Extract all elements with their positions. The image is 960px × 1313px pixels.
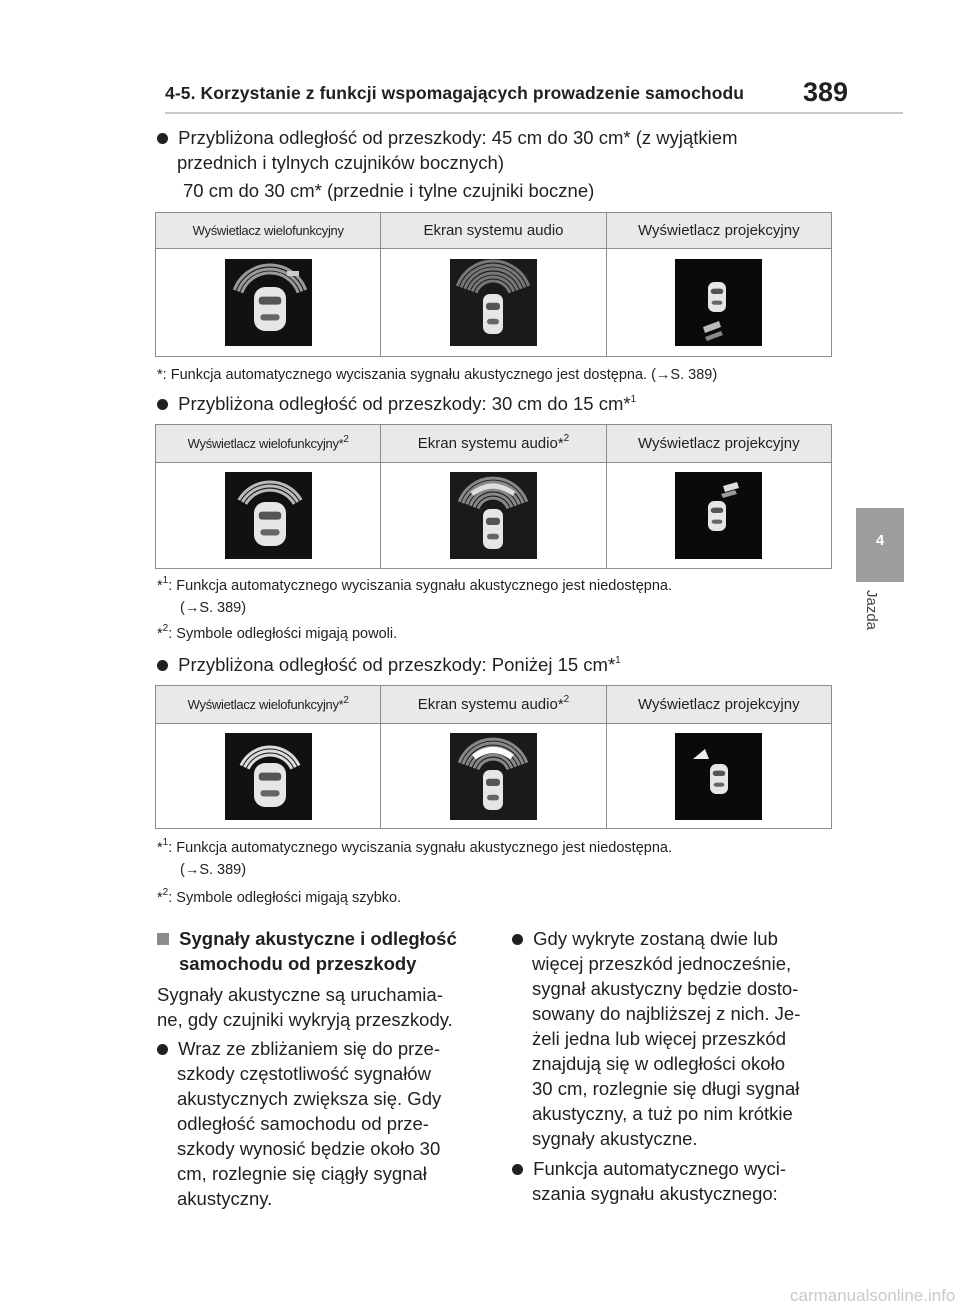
right-bullet-line: więcej przeszkód jednocześnie,	[532, 953, 792, 974]
section-heading-line2: samochodu od przeszkody	[179, 953, 417, 974]
intro-line: Sygnały akustyczne są uruchamia-	[157, 984, 443, 1005]
bullet-dot-icon	[157, 1044, 168, 1055]
block1-bullet	[157, 125, 738, 150]
table-cell	[381, 724, 606, 829]
block2-footnote1	[157, 576, 672, 596]
car-sensor-display-icon	[225, 259, 312, 346]
intro-line: ne, gdy czujniki wykryją przeszkody.	[157, 1009, 453, 1030]
right-bullet-line: Gdy wykryte zostaną dwie lub	[533, 928, 778, 949]
table-header-text: Wyświetlacz wielofunkcyjny*	[187, 697, 344, 712]
right-bullet-line: sygnały akustyczne.	[532, 1128, 698, 1149]
table-header: Wyświetlacz wielofunkcyjny	[156, 213, 381, 249]
right-bullet-line: sowany do najbliższej z nich. Je-	[532, 1003, 801, 1024]
table-cell	[606, 249, 831, 357]
section-heading	[157, 926, 457, 951]
left-bullet-line: Wraz ze zbliżaniem się do prze-	[178, 1038, 440, 1059]
right-bullet-2	[512, 1156, 786, 1181]
chapter-label: Jazda	[863, 590, 880, 631]
block3-bullet-text: Przybliżona odległość od przeszkody: Poniżej 15 cm*	[178, 654, 616, 675]
car-sensor-graphic	[225, 259, 312, 346]
left-bullet-line: szkody częstotliwość sygnałów	[177, 1063, 431, 1084]
car-sensor-graphic	[450, 733, 537, 820]
table-header-text: Wyświetlacz wielofunkcyjny*	[187, 436, 344, 451]
car-sensor-display-icon	[675, 472, 762, 559]
table-header	[381, 686, 606, 724]
table-header	[381, 425, 606, 463]
car-sensor-display-icon	[450, 472, 537, 559]
block1-footnote	[157, 365, 717, 385]
right-bullet-1	[512, 926, 778, 951]
block3-table	[155, 685, 832, 829]
car-sensor-display-icon	[675, 733, 762, 820]
block2-table	[155, 424, 832, 569]
table-header: Ekran systemu audio	[381, 213, 606, 249]
bullet-dot-icon	[157, 133, 168, 144]
bullet-dot-icon	[512, 934, 523, 945]
block2-bullet-text: Przybliżona odległość od przeszkody: 30 cm do 15 cm*	[178, 393, 631, 414]
watermark: carmanualsonline.info	[790, 1286, 956, 1305]
car-sensor-graphic	[675, 259, 762, 346]
left-bullet	[157, 1036, 440, 1061]
right-bullet-line: szania sygnału akustycznego:	[532, 1183, 778, 1204]
car-sensor-display-icon	[225, 733, 312, 820]
block2-footnote2	[157, 624, 397, 644]
section-heading-line1: Sygnały akustyczne i odległość	[179, 928, 457, 949]
superscript: 2	[563, 694, 570, 705]
footnote-marker: *	[157, 578, 163, 594]
car-sensor-graphic	[225, 472, 312, 559]
table-cell	[156, 463, 381, 569]
car-sensor-display-icon	[225, 472, 312, 559]
footnote-text: : Funkcja automatycznego wyciszania sygnału akustycznego jest niedostępna.	[168, 840, 672, 856]
car-sensor-graphic	[450, 472, 537, 559]
footnote-marker: *	[157, 367, 163, 383]
left-bullet-line: cm, rozlegnie się ciągły sygnał	[177, 1163, 427, 1184]
table-cell	[381, 463, 606, 569]
footnote-text: : Symbole odległości migają powoli.	[168, 626, 398, 642]
table-cell	[606, 724, 831, 829]
right-bullet-line: 30 cm, rozlegnie się długi sygnał	[532, 1078, 800, 1099]
superscript: 1	[162, 575, 169, 587]
car-sensor-display-icon	[450, 259, 537, 346]
table-header	[156, 425, 381, 463]
left-bullet-line: odległość samochodu od prze-	[177, 1113, 429, 1134]
table-cell	[156, 724, 381, 829]
footnote-text: : Funkcja automatycznego wyciszania sygnału akustycznego jest dostępna. (→S. 389)	[162, 367, 718, 383]
car-sensor-graphic	[675, 733, 762, 820]
car-sensor-graphic	[450, 259, 537, 346]
superscript: 2	[563, 433, 570, 444]
superscript: 2	[343, 433, 349, 445]
footnote-marker: *	[157, 840, 163, 856]
header-divider	[165, 112, 903, 114]
left-bullet-line: akustyczny.	[177, 1188, 273, 1209]
car-sensor-graphic	[675, 472, 762, 559]
footnote-text: : Funkcja automatycznego wyciszania sygnału akustycznego jest niedostępna.	[168, 578, 672, 594]
block1-bullet-line2: przednich i tylnych czujników bocznych)	[177, 152, 504, 173]
superscript: 1	[615, 654, 621, 666]
table-cell	[606, 463, 831, 569]
car-sensor-display-icon	[450, 733, 537, 820]
section-title: 4-5. Korzystanie z funkcji wspomagających prowadzenie samochodu	[165, 83, 745, 103]
block1-bullet-line1: Przybliżona odległość od przeszkody: 45 cm do 30 cm* (z wyjątkiem	[178, 127, 738, 148]
superscript: 2	[162, 623, 169, 635]
bullet-dot-icon	[512, 1164, 523, 1175]
block3-footnote1	[157, 838, 672, 858]
table-cell	[381, 249, 606, 357]
table-header-text: Ekran systemu audio*	[417, 696, 564, 713]
block2-footnote1-line2: (→S. 389)	[180, 600, 247, 616]
superscript: 1	[162, 837, 169, 849]
superscript: 1	[630, 393, 637, 405]
car-sensor-display-icon	[675, 259, 762, 346]
block1-table	[155, 212, 832, 357]
page-number: 389	[803, 77, 849, 107]
table-header-text: Ekran systemu audio*	[417, 435, 564, 452]
chapter-number: 4	[875, 532, 885, 549]
bullet-dot-icon	[157, 399, 168, 410]
footnote-marker: *	[157, 626, 163, 642]
right-bullet-line: sygnał akustyczny będzie dosto-	[532, 978, 799, 999]
block3-bullet	[157, 652, 621, 677]
footnote-marker: *	[157, 890, 163, 906]
table-header: Wyświetlacz projekcyjny	[606, 425, 831, 463]
table-cell	[156, 249, 381, 357]
block3-footnote1-line2: (→S. 389)	[180, 862, 247, 878]
bullet-dot-icon	[157, 660, 168, 671]
footnote-text: : Symbole odległości migają szybko.	[168, 890, 402, 906]
block3-footnote2	[157, 888, 401, 908]
superscript: 2	[343, 694, 349, 706]
table-header: Wyświetlacz projekcyjny	[606, 213, 831, 249]
superscript: 2	[162, 887, 169, 899]
block2-bullet	[157, 391, 636, 416]
table-header	[156, 686, 381, 724]
left-bullet-line: akustycznych zwiększa się. Gdy	[177, 1088, 442, 1109]
right-bullet-line: akustyczny, a tuż po nim krótkie	[532, 1103, 793, 1124]
table-header: Wyświetlacz projekcyjny	[606, 686, 831, 724]
left-bullet-line: szkody wynosić będzie około 30	[177, 1138, 441, 1159]
right-bullet-line: znajdują się w odległości około	[532, 1053, 785, 1074]
right-bullet-line: Funkcja automatycznego wyci-	[533, 1158, 787, 1179]
grey-square-icon	[157, 933, 169, 945]
right-bullet-line: żeli jedna lub więcej przeszkód	[532, 1028, 786, 1049]
block1-bullet-line3: 70 cm do 30 cm* (przednie i tylne czujniki boczne)	[183, 180, 595, 201]
car-sensor-graphic	[225, 733, 312, 820]
